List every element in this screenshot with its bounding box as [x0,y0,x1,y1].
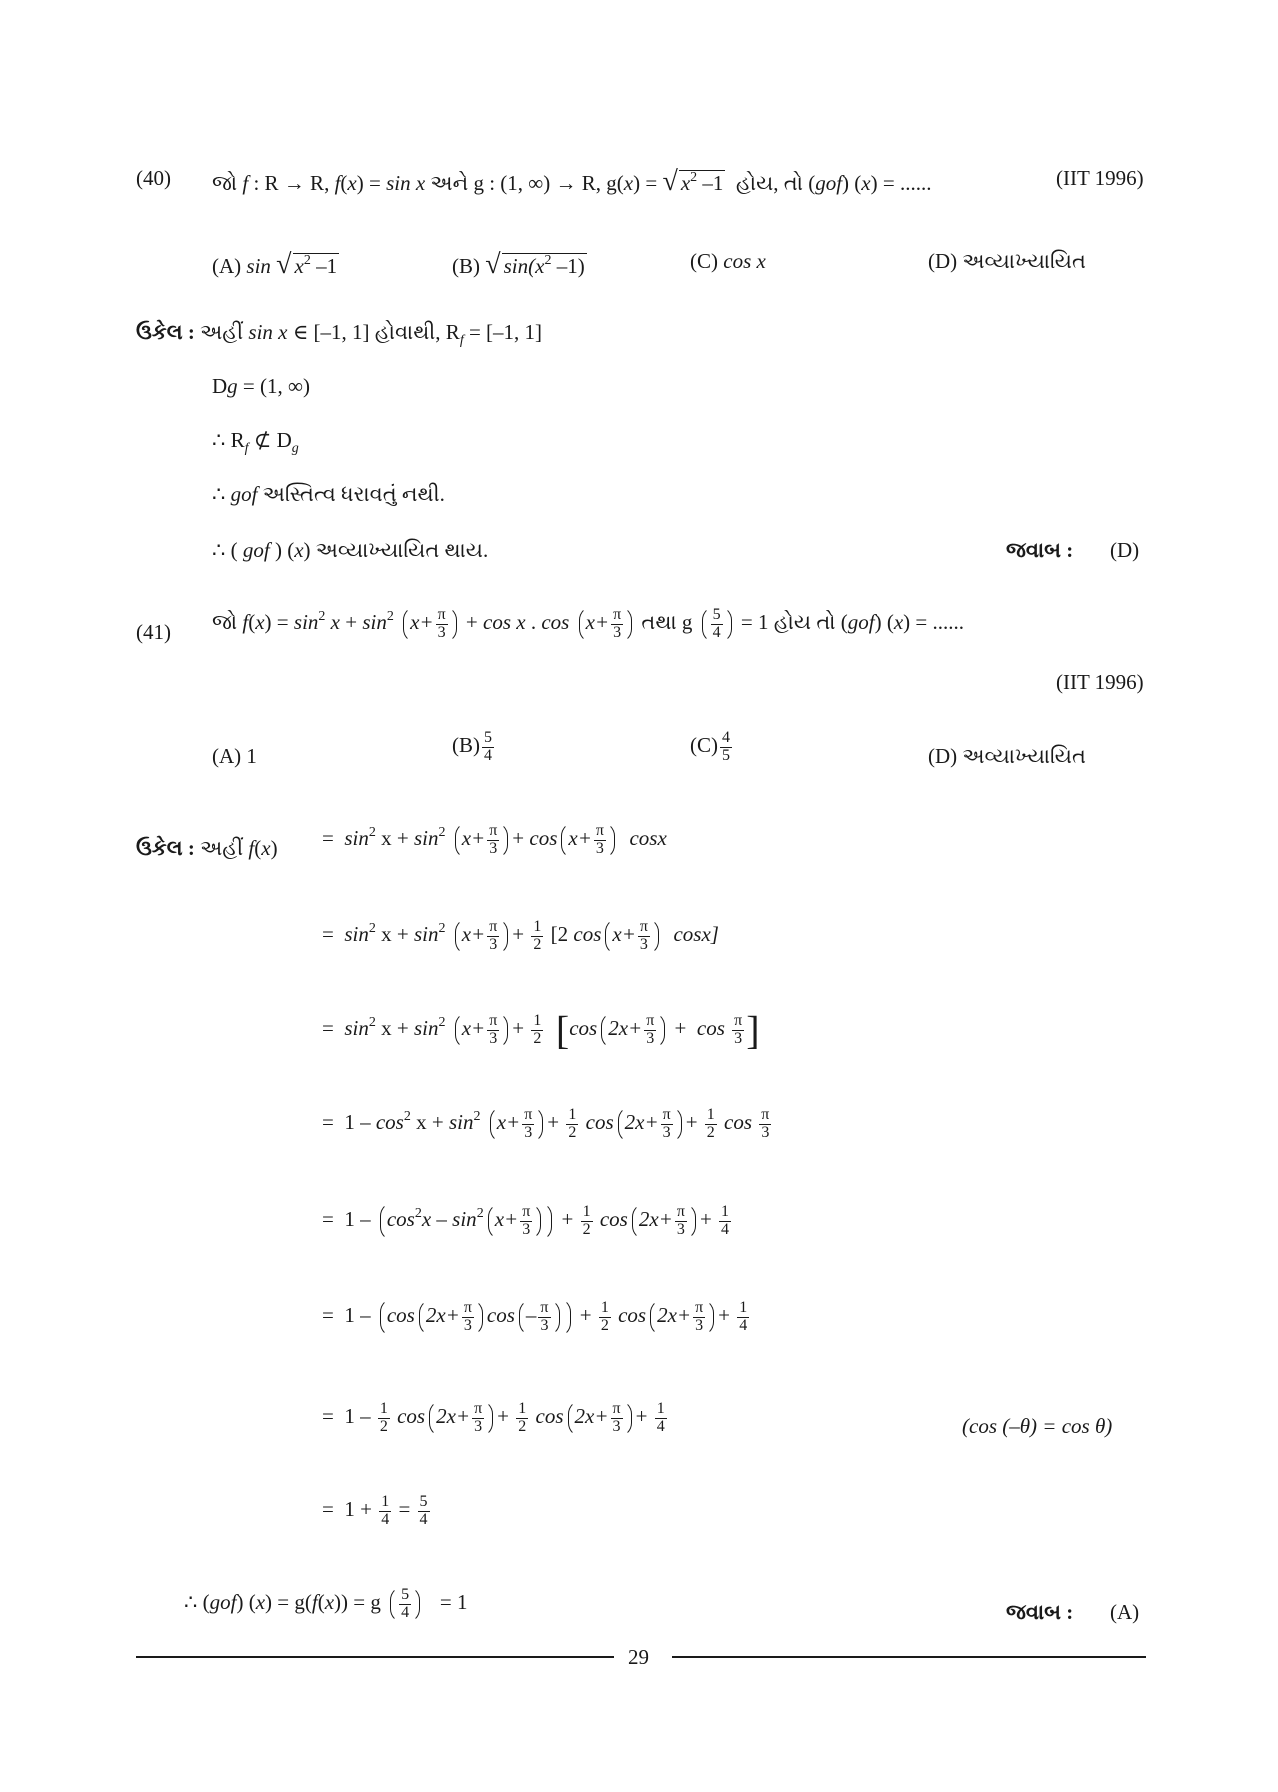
sol41-step4: = $1 - \cos^2 x + \sin^2 x+$ $\frac{\pi}{3}$ + $\frac{1}{2}$ cos 2x+ $\frac{\pi}{3}$ + $\frac{1}{2}$ cos $\frac{\pi}{3}$ [322,1106,770,1141]
q41-option-b: (B) $\frac{5}{4}$ [452,729,492,764]
sol41-step6: = 1 – cos 2x+ $\frac{\pi}{3}$ cos – $\frac{\pi}{3}$ + $\frac{1}{2}$ cos 2x+ $\frac{\pi}{3}$ + $\frac{1}{4}$ [322,1298,751,1337]
page-number: 29 [628,1645,649,1669]
q40-text: જો f : R → R, f(x) = sin x અને g : (1, ∞) → R, g(x) = √ $x^2$ –1 હોય, તો (gof) (x) = ...... [212,166,932,197]
sol41-note: (cos (–θ) = cos θ) [962,1414,1113,1438]
footer-rule-left [136,1656,614,1658]
sol40-line3: ∴ $R_f$ ⊄ $D_g$ [212,428,299,456]
q40-source: (IIT 1996) [1056,166,1144,190]
sol41-answer: (A) [1110,1600,1140,1624]
q40-option-c: (C) cos x [690,249,766,273]
sol40-line5: ∴ ( gof ) (x) અવ્યાખ્યાયિત થાય. [212,538,489,562]
sol40-line4: ∴ gof અસ્તિત્વ ધરાવતું નથી. [212,482,445,506]
sol41-step2: = $\sin^2 x + \sin^2 x+$ $\frac{\pi}{3}$ + $\frac{1}{2}$ [2 cos x+ $\frac{\pi}{3}$ cosx] [322,918,719,953]
sol41-final: ∴ (gof) (x) = g(f(x)) = g $\frac{5}{4}$ = 1 [184,1586,468,1621]
sol41-label: ઉકેલ : અહીં f(x) [136,836,278,860]
sol40-line1: ઉકેલ : અહીં sin x ∈ [–1, 1] હોવાથી, $R_f = [-1$, 1] [136,320,543,348]
sol40-answer: (D) [1110,538,1140,562]
q41-option-c: (C) $\frac{4}{5}$ [690,729,730,764]
q41-option-d: (D) અવ્યાખ્યાયિત [928,744,1086,768]
footer-rule-right [672,1656,1146,1658]
sol41-step7: = 1 – $\frac{1}{2}$ cos 2x+ $\frac{\pi}{3}$ + $\frac{1}{2}$ cos 2x+ $\frac{\pi}{3}$ + $\frac{1}{4}$ [322,1400,665,1435]
sol41-step8: = 1 + $\frac{1}{4}$ = $\frac{5}{4}$ [322,1493,428,1528]
q41-source: (IIT 1996) [1056,670,1144,694]
q41-option-a: (A) 1 [212,744,257,768]
q40-number: (40) [136,166,171,190]
sol41-step3: = $\sin^2 x + \sin^2 x+$ $\frac{\pi}{3}$ + $\frac{1}{2}$ [cos 2x+ $\frac{\pi}{3}$ + cos $\frac{\pi}{3}$ ] [322,1007,760,1053]
q40-option-a: (A) sin √ $x^2$ –1 [212,249,338,280]
q40-option-b: (B) √ $\sin(x^2$ –1) [452,249,585,280]
sol41-step1: = $\sin^2 x + \sin^2 x+$ $\frac{\pi}{3}$ + cos x+ $\frac{\pi}{3}$ cosx [322,822,667,857]
sol40-answer-label: જવાબ : [1006,538,1074,562]
sol41-answer-label: જવાબ : [1006,1600,1074,1624]
q41-number: (41) [136,620,171,644]
q40-option-d: (D) અવ્યાખ્યાયિત [928,249,1086,273]
sol40-line2: Dg = (1, ∞) [212,374,310,398]
sol41-step5: = $1 - \cos^2x - \sin^2 x+$ $\frac{\pi}{3}$ + $\frac{1}{2}$ cos 2x+ $\frac{\pi}{3}$ + $\frac{1}{4}$ [322,1202,733,1241]
q41-text: જો $f(x) = \sin^2 x + \sin^2 x+$ $\frac{\pi}{3}$ + cos x . cos x+ $\frac{\pi}{3}$ તથા g $\frac{5}{4}$ = 1 હોય તો (gof) (x) = ...... [212,606,965,641]
